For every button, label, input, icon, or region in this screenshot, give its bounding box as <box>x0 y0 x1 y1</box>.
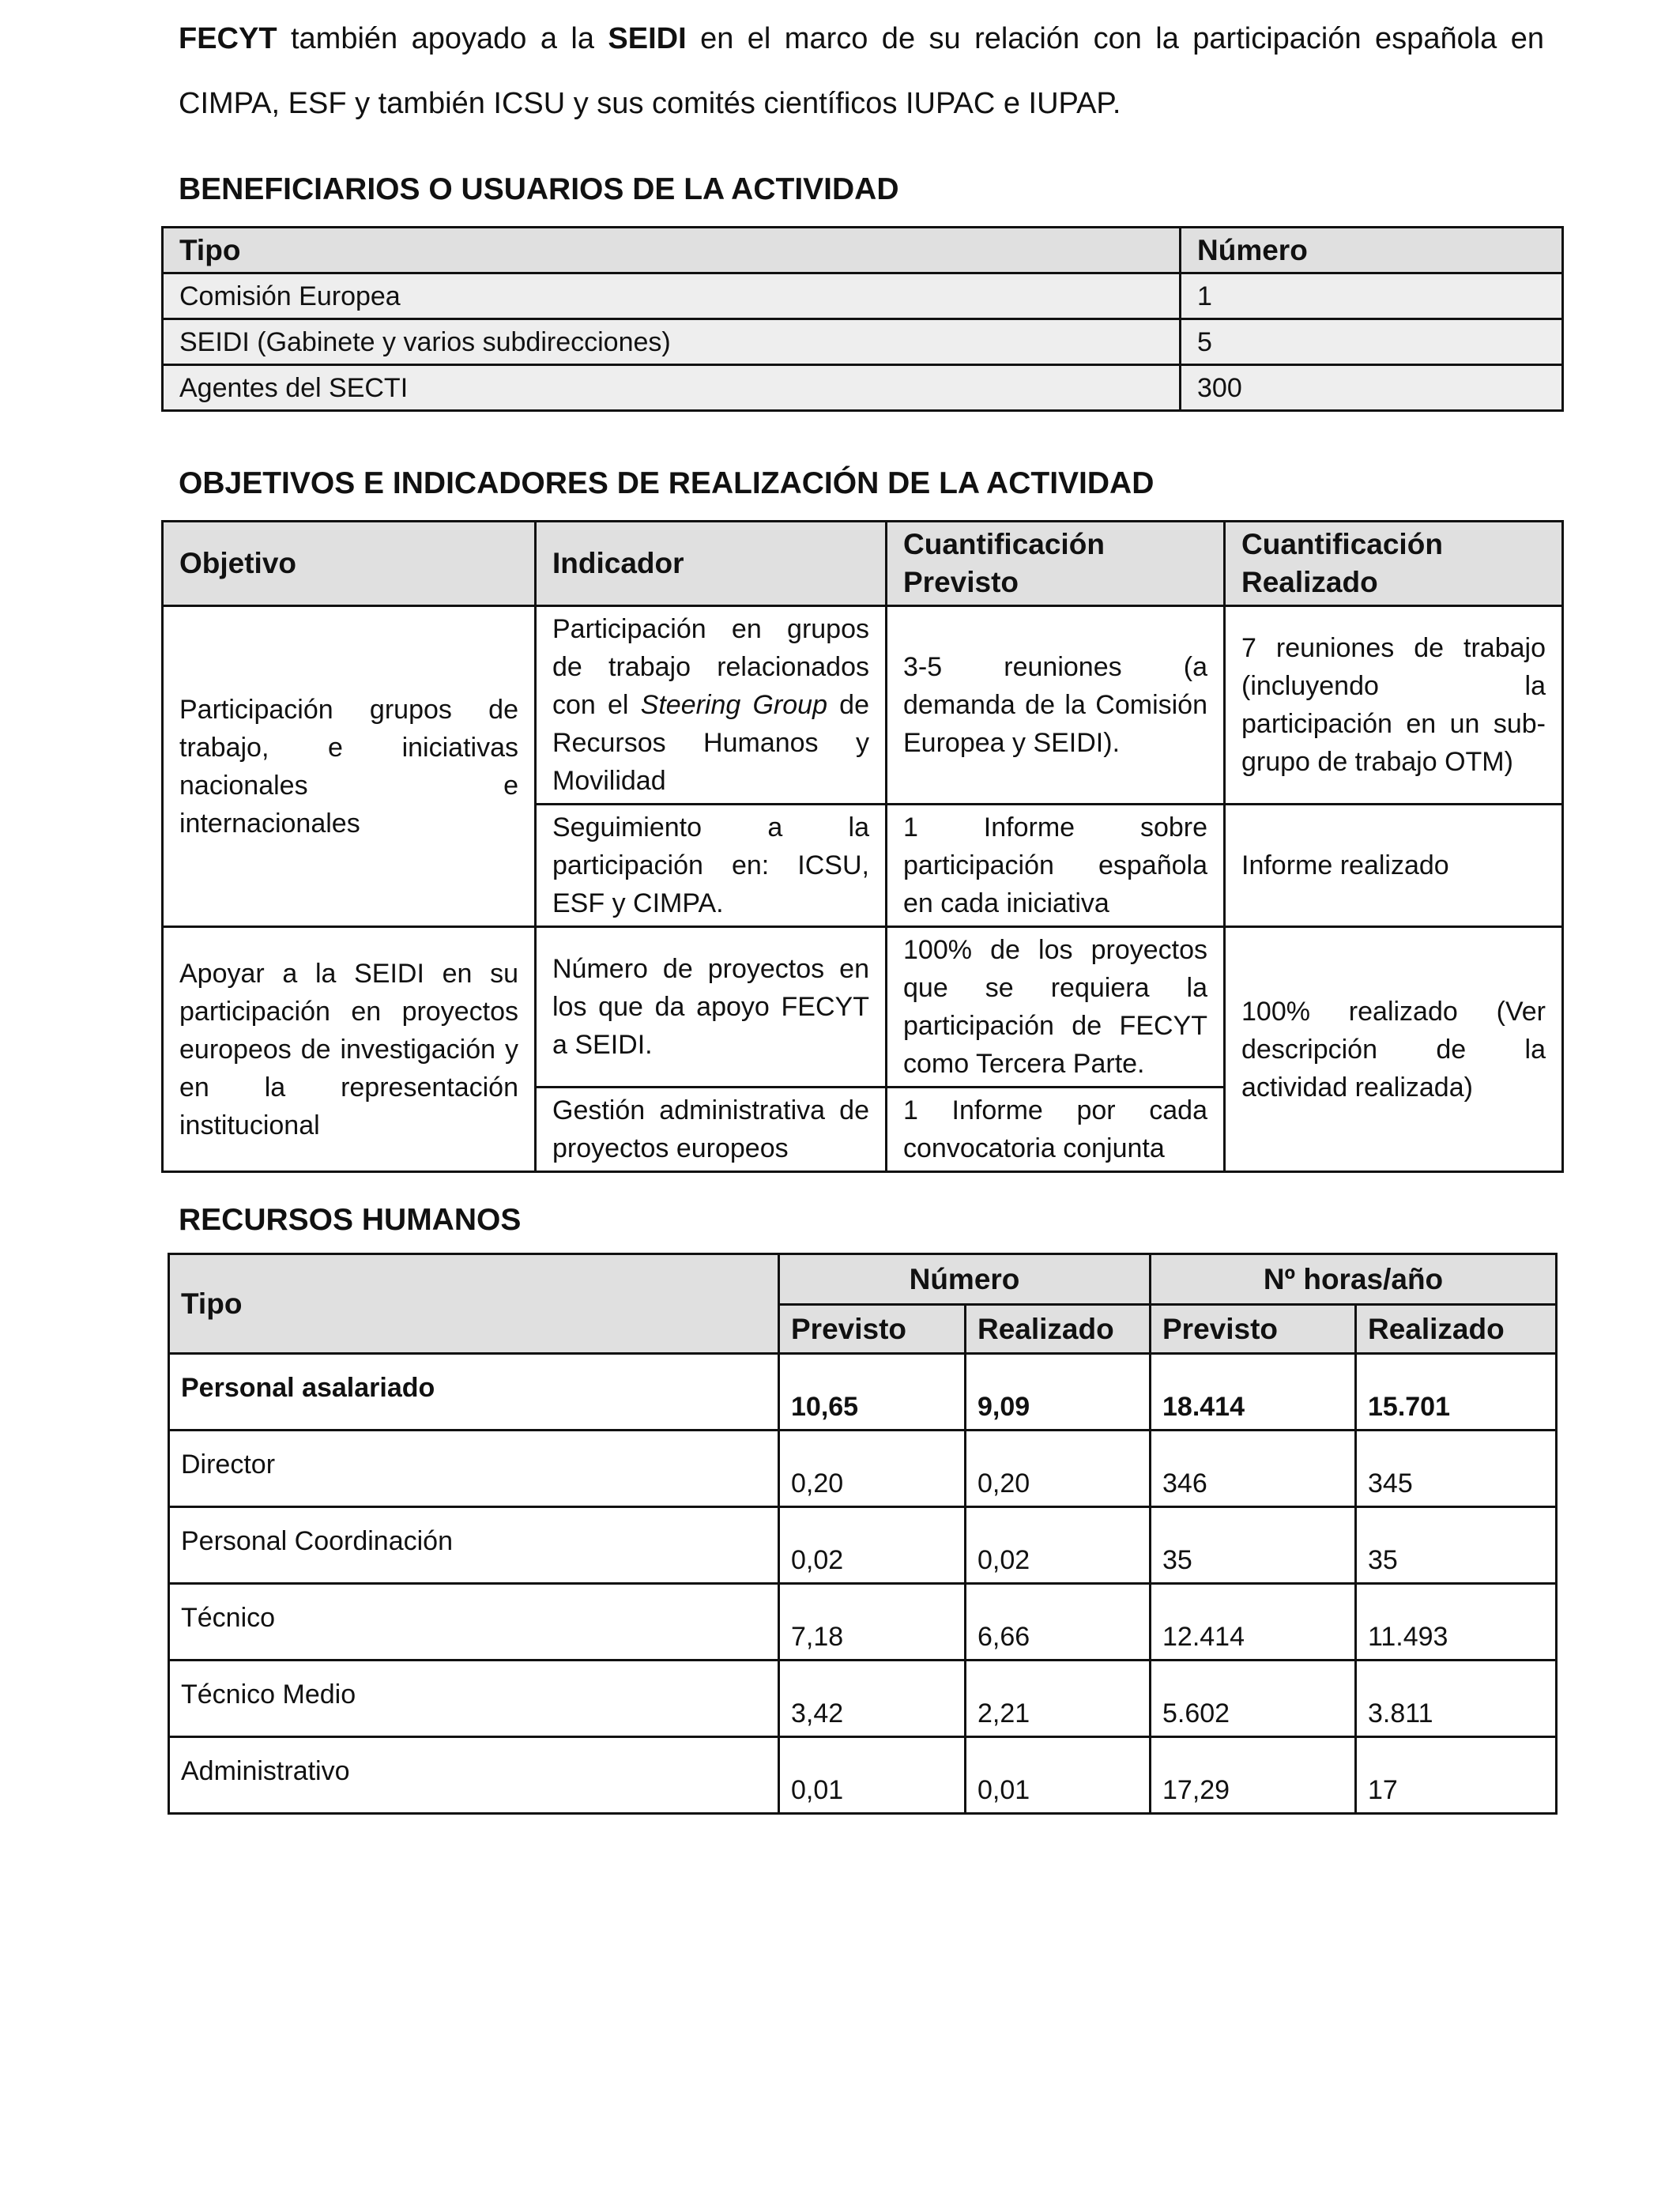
cell-numero-realizado: 0,02 <box>966 1507 1151 1584</box>
cell-horas-realizado: 3.811 <box>1356 1661 1557 1737</box>
header-horas: Nº horas/año <box>1151 1254 1557 1305</box>
cell-numero-realizado: 6,66 <box>966 1584 1151 1661</box>
intro-text-1: también apoyado a la <box>277 22 608 55</box>
cell-horas-realizado: 15.701 <box>1356 1354 1557 1431</box>
cell-horas-realizado: 35 <box>1356 1507 1557 1584</box>
cell-tipo: Agentes del SECTI <box>163 365 1181 411</box>
header-realizado: Cuantificación Realizado <box>1225 522 1563 606</box>
cell-realizado-1: 7 reuniones de trabajo (incluyendo la participación en un sub-grupo de trabajo OTM) <box>1225 606 1563 805</box>
header-objetivo: Objetivo <box>163 522 536 606</box>
cell-objetivo-2: Apoyar a la SEIDI en su participación en proyectos europeos de investigación y en la representación institucional <box>163 927 536 1172</box>
cell-tipo: Comisión Europea <box>163 273 1181 319</box>
indicador-1-italic: Steering Group <box>640 690 827 720</box>
cell-realizado-3: 100% realizado (Ver descripción de la actividad realizada) <box>1225 927 1563 1172</box>
cell-tipo: Personal Coordinación <box>169 1507 779 1584</box>
cell-numero-realizado: 0,01 <box>966 1737 1151 1814</box>
cell-numero: 5 <box>1181 319 1563 365</box>
cell-numero-realizado: 9,09 <box>966 1354 1151 1431</box>
beneficiarios-table <box>161 226 1564 412</box>
cell-numero-realizado: 2,21 <box>966 1661 1151 1737</box>
intro-paragraph <box>179 6 1544 136</box>
cell-horas-previsto: 35 <box>1151 1507 1356 1584</box>
cell-numero-realizado: 0,20 <box>966 1431 1151 1507</box>
header-numero-previsto: Previsto <box>779 1305 966 1354</box>
table-row <box>163 927 1563 1088</box>
cell-previsto-1: 3-5 reuniones (a demanda de la Comisión Europea y SEIDI). <box>887 606 1225 805</box>
table-row <box>169 1737 1557 1814</box>
objetivos-table <box>161 520 1564 1173</box>
table-row <box>163 606 1563 805</box>
table-row <box>169 1431 1557 1507</box>
cell-indicador-3: Número de proyectos en los que da apoyo FECYT a SEIDI. <box>536 927 887 1088</box>
objetivos-title: OBJETIVOS E INDICADORES DE REALIZACIÓN DE LA ACTIVIDAD <box>179 466 1155 500</box>
objetivos-header-row <box>163 522 1563 606</box>
header-tipo: Tipo <box>163 228 1181 273</box>
cell-indicador-4: Gestión administrativa de proyectos europeos <box>536 1088 887 1172</box>
indicador-1-text-b: de Recursos Humanos y Movilidad <box>552 690 869 796</box>
cell-horas-previsto: 346 <box>1151 1431 1356 1507</box>
table-row <box>163 273 1563 319</box>
cell-numero-previsto: 0,20 <box>779 1431 966 1507</box>
header-tipo: Tipo <box>169 1254 779 1354</box>
header-numero: Número <box>1181 228 1563 273</box>
intro-text-2: en el marco de su relación con la participación española en CIMPA, ESF y también ICSU y sus comités científicos IUPAC e IUPAP. <box>179 22 1544 120</box>
indicador-1-text-a: Participación en grupos de trabajo relacionados con el <box>552 614 869 720</box>
cell-realizado-2: Informe realizado <box>1225 805 1563 927</box>
cell-previsto-2: 1 Informe sobre participación española en cada iniciativa <box>887 805 1225 927</box>
cell-numero-previsto: 7,18 <box>779 1584 966 1661</box>
cell-tipo: Técnico Medio <box>169 1661 779 1737</box>
cell-objetivo-1: Participación grupos de trabajo, e iniciativas nacionales e internacionales <box>163 606 536 927</box>
cell-horas-realizado: 11.493 <box>1356 1584 1557 1661</box>
header-indicador: Indicador <box>536 522 887 606</box>
table-row <box>163 365 1563 411</box>
cell-horas-previsto: 12.414 <box>1151 1584 1356 1661</box>
cell-horas-previsto: 17,29 <box>1151 1737 1356 1814</box>
table-row <box>169 1507 1557 1584</box>
cell-numero-previsto: 0,01 <box>779 1737 966 1814</box>
table-row <box>163 319 1563 365</box>
recursos-header-row-1 <box>169 1254 1557 1305</box>
cell-indicador-2: Seguimiento a la participación en: ICSU, ESF y CIMPA. <box>536 805 887 927</box>
cell-indicador-1 <box>536 606 887 805</box>
intro-seidi: SEIDI <box>608 22 687 55</box>
header-numero: Número <box>779 1254 1151 1305</box>
header-previsto: Cuantificación Previsto <box>887 522 1225 606</box>
table-row <box>169 1354 1557 1431</box>
cell-tipo: Director <box>169 1431 779 1507</box>
cell-previsto-4: 1 Informe por cada convocatoria conjunta <box>887 1088 1225 1172</box>
beneficiarios-title: BENEFICIARIOS O USUARIOS DE LA ACTIVIDAD <box>179 172 899 206</box>
cell-tipo: Personal asalariado <box>169 1354 779 1431</box>
cell-tipo: Técnico <box>169 1584 779 1661</box>
cell-tipo: Administrativo <box>169 1737 779 1814</box>
table-row <box>169 1584 1557 1661</box>
cell-horas-realizado: 345 <box>1356 1431 1557 1507</box>
cell-numero-previsto: 10,65 <box>779 1354 966 1431</box>
cell-horas-realizado: 17 <box>1356 1737 1557 1814</box>
intro-fecyt: FECYT <box>179 22 277 55</box>
cell-numero: 300 <box>1181 365 1563 411</box>
cell-numero-previsto: 0,02 <box>779 1507 966 1584</box>
header-horas-previsto: Previsto <box>1151 1305 1356 1354</box>
cell-numero: 1 <box>1181 273 1563 319</box>
cell-horas-previsto: 18.414 <box>1151 1354 1356 1431</box>
table-row <box>169 1661 1557 1737</box>
header-numero-realizado: Realizado <box>966 1305 1151 1354</box>
cell-tipo: SEIDI (Gabinete y varios subdirecciones) <box>163 319 1181 365</box>
header-horas-realizado: Realizado <box>1356 1305 1557 1354</box>
recursos-humanos-title: RECURSOS HUMANOS <box>179 1203 522 1237</box>
cell-previsto-3: 100% de los proyectos que se requiera la participación de FECYT como Tercera Parte. <box>887 927 1225 1088</box>
recursos-humanos-table <box>168 1253 1558 1815</box>
beneficiarios-header-row <box>163 228 1563 273</box>
cell-horas-previsto: 5.602 <box>1151 1661 1356 1737</box>
cell-numero-previsto: 3,42 <box>779 1661 966 1737</box>
